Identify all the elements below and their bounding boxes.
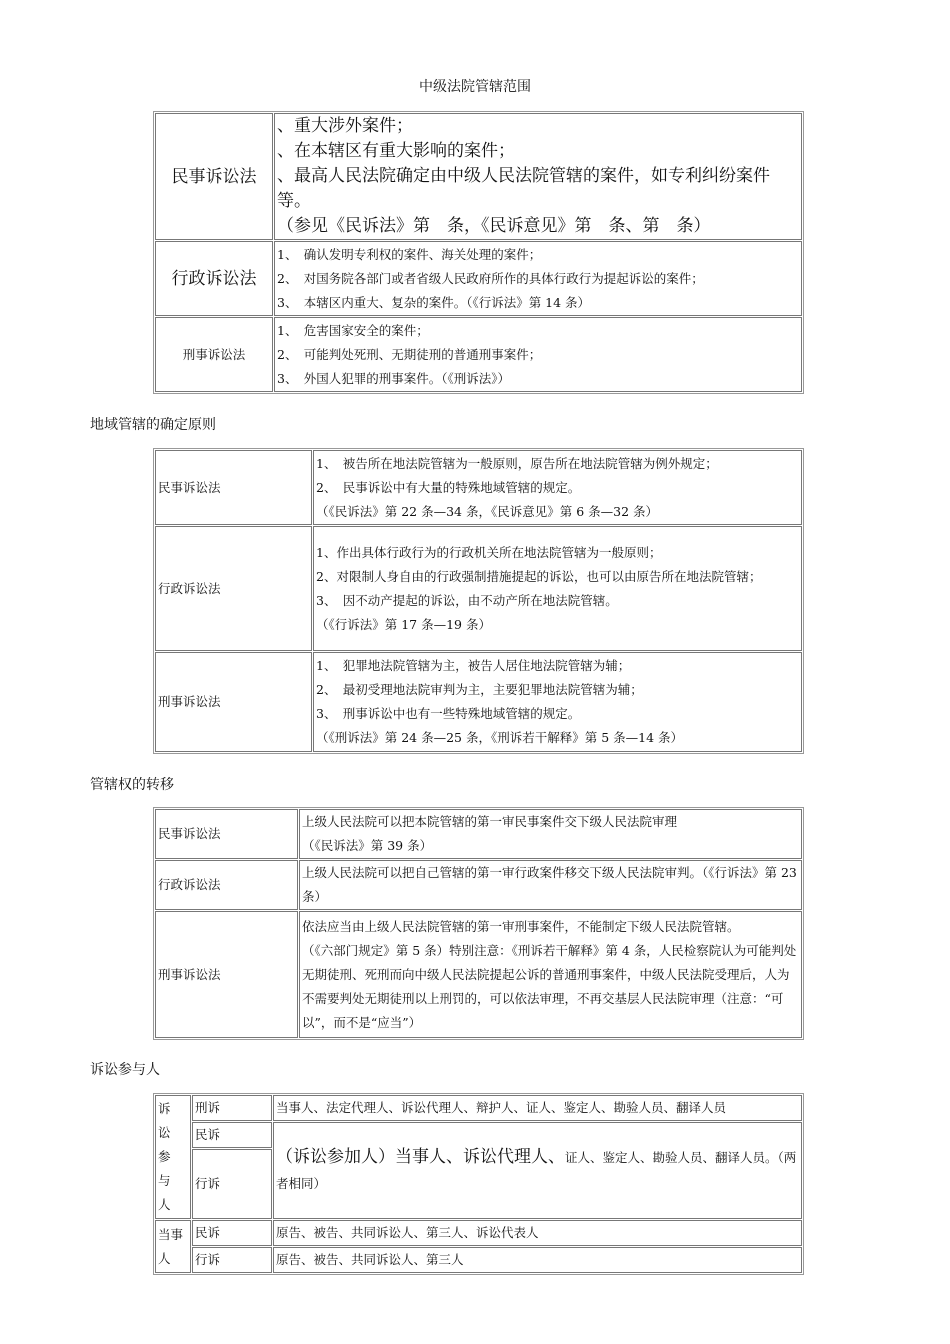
row-line: 、重大涉外案件； <box>277 116 413 136</box>
row-label: 刑事诉讼法 <box>155 911 298 1038</box>
row-label: 刑事诉讼法 <box>155 652 312 752</box>
page-title: 中级法院管辖范围 <box>419 79 531 95</box>
group-label-char: 诉 <box>158 1101 171 1116</box>
row-label: 行政诉讼法 <box>155 860 298 910</box>
territorial-jurisdiction-table <box>153 448 804 754</box>
group-label-char: 人 <box>158 1250 171 1266</box>
shared-text-small: 证人、鉴定人、勘验人员、翻译人员。（两者相同） <box>276 1150 797 1191</box>
row-content <box>313 652 802 752</box>
section-heading: 诉讼参与人 <box>90 1062 160 1078</box>
row-line: 3、 因不动产提起的诉讼，由不动产所在地法院管辖。 <box>316 592 618 608</box>
row-content <box>299 860 802 910</box>
sub-label: 民诉 <box>192 1220 272 1246</box>
group-label-char: 当事 <box>158 1226 184 1242</box>
row-line: 1、 确认发明专利权的案件、海关处理的案件； <box>277 246 542 262</box>
group-label-char: 讼 <box>158 1125 171 1140</box>
row-line: （《民诉法》第 22 条—34 条，《民诉意见》第 6 条—32 条） <box>316 503 659 519</box>
row-line: 2、 对国务院各部门或者省级人民政府所作的具体行政行为提起诉讼的案件； <box>277 270 704 286</box>
row-line: 2、 最初受理地法院审判为主，主要犯罪地法院管辖为辅； <box>316 682 643 697</box>
row-label: 行政诉讼法 <box>155 526 312 651</box>
sub-label: 行诉 <box>192 1247 272 1273</box>
group-label-char: 人 <box>158 1197 171 1212</box>
row-line: （《行诉法》第 17 条—19 条） <box>316 616 491 632</box>
row-line: 3、 刑事诉讼中也有一些特殊地域管辖的规定。 <box>316 706 581 721</box>
row-content <box>274 241 802 316</box>
litigation-participants-table <box>153 1093 804 1275</box>
row-line: 1、 犯罪地法院管辖为主，被告人居住地法院管辖为辅； <box>316 658 631 673</box>
row-content <box>274 113 802 240</box>
row-label: 行政诉讼法 <box>155 241 273 316</box>
row-content-shared <box>273 1122 802 1219</box>
row-content <box>313 526 802 651</box>
row-line: 1、 被告所在地法院管辖为一般原则，原告所在地法院管辖为例外规定； <box>316 455 718 471</box>
row-line: 2、对限制人身自由的行政强制措施提起的诉讼，也可以由原告所在地法院管辖； <box>316 568 762 584</box>
jurisdiction-transfer-table <box>153 807 804 1040</box>
intermediate-court-table <box>153 111 804 394</box>
row-label: 刑事诉讼法 <box>155 317 273 392</box>
row-content: 原告、被告、共同诉讼人、第三人 <box>273 1247 802 1273</box>
row-line: 2、 可能判处死刑、无期徒刑的普通刑事案件； <box>277 346 542 362</box>
row-content: 当事人、法定代理人、诉讼代理人、辩护人、证人、鉴定人、勘验人员、翻译人员 <box>273 1095 802 1121</box>
row-line: （参见《民诉法》第 条，《民诉意见》第 条、第 条） <box>277 216 711 236</box>
row-line: 上级人民法院可以把自己管辖的第一审行政案件移交下级人民法院审判。（《行诉法》第 23 条） <box>302 865 797 904</box>
row-line: 1、 危害国家安全的案件； <box>277 322 429 338</box>
row-line: 3、 外国人犯罪的刑事案件。（《刑诉法》） <box>277 370 510 386</box>
row-line: （《民诉法》第 39 条） <box>302 838 433 853</box>
group-label-char: 参 <box>158 1149 171 1164</box>
row-content <box>299 809 802 859</box>
group-label-participants <box>155 1095 191 1219</box>
section-heading: 地域管辖的确定原则 <box>90 417 216 433</box>
sub-label: 民诉 <box>192 1122 272 1148</box>
row-content: 原告、被告、共同诉讼人、第三人、诉讼代表人 <box>273 1220 802 1246</box>
row-label: 民事诉讼法 <box>155 113 273 240</box>
section-heading: 管辖权的转移 <box>90 777 174 793</box>
sub-label: 刑诉 <box>192 1095 272 1121</box>
row-line: 、最高人民法院确定由中级人民法院管辖的案件，如专利纠纷案件等。 <box>277 166 770 211</box>
row-label: 民事诉讼法 <box>155 450 312 525</box>
row-line: 3、 本辖区内重大、复杂的案件。（《行诉法》第 14 条） <box>277 294 591 310</box>
group-label-char: 与 <box>158 1173 171 1188</box>
row-content <box>313 450 802 525</box>
row-line: 依法应当由上级人民法院管辖的第一审刑事案件，不能制定下级人民法院管辖。 <box>302 918 740 934</box>
row-line: 、在本辖区有重大影响的案件； <box>277 141 515 161</box>
row-content <box>274 317 802 392</box>
shared-text-large: （诉讼参加人）当事人、诉讼代理人、 <box>276 1147 565 1167</box>
row-line: （《刑诉法》第 24 条—25 条，《刑诉若干解释》第 5 条—14 条） <box>316 730 684 745</box>
row-content <box>299 911 802 1038</box>
row-line: 1、作出具体行政行为的行政机关所在地法院管辖为一般原则； <box>316 544 662 560</box>
row-line: 2、 民事诉讼中有大量的特殊地域管辖的规定。 <box>316 479 581 495</box>
row-line: 上级人民法院可以把本院管辖的第一审民事案件交下级人民法院审理 <box>302 814 678 829</box>
row-label: 民事诉讼法 <box>155 809 298 859</box>
row-line: （《六部门规定》第 5 条）特别注意：《刑诉若干解释》第 4 条，人民检察院认为可能判处无期徒刑、死刑而向中级人民法院提起公诉的普通刑事案件，中级人民法院受理后，人为不需要判处无期徒刑以上刑罚的，可以依法审理，不再交基层人民法院审理（注意：“可以”，而不是“应当”） <box>302 942 797 1030</box>
sub-label: 行诉 <box>192 1149 272 1219</box>
group-label-parties <box>155 1220 191 1273</box>
